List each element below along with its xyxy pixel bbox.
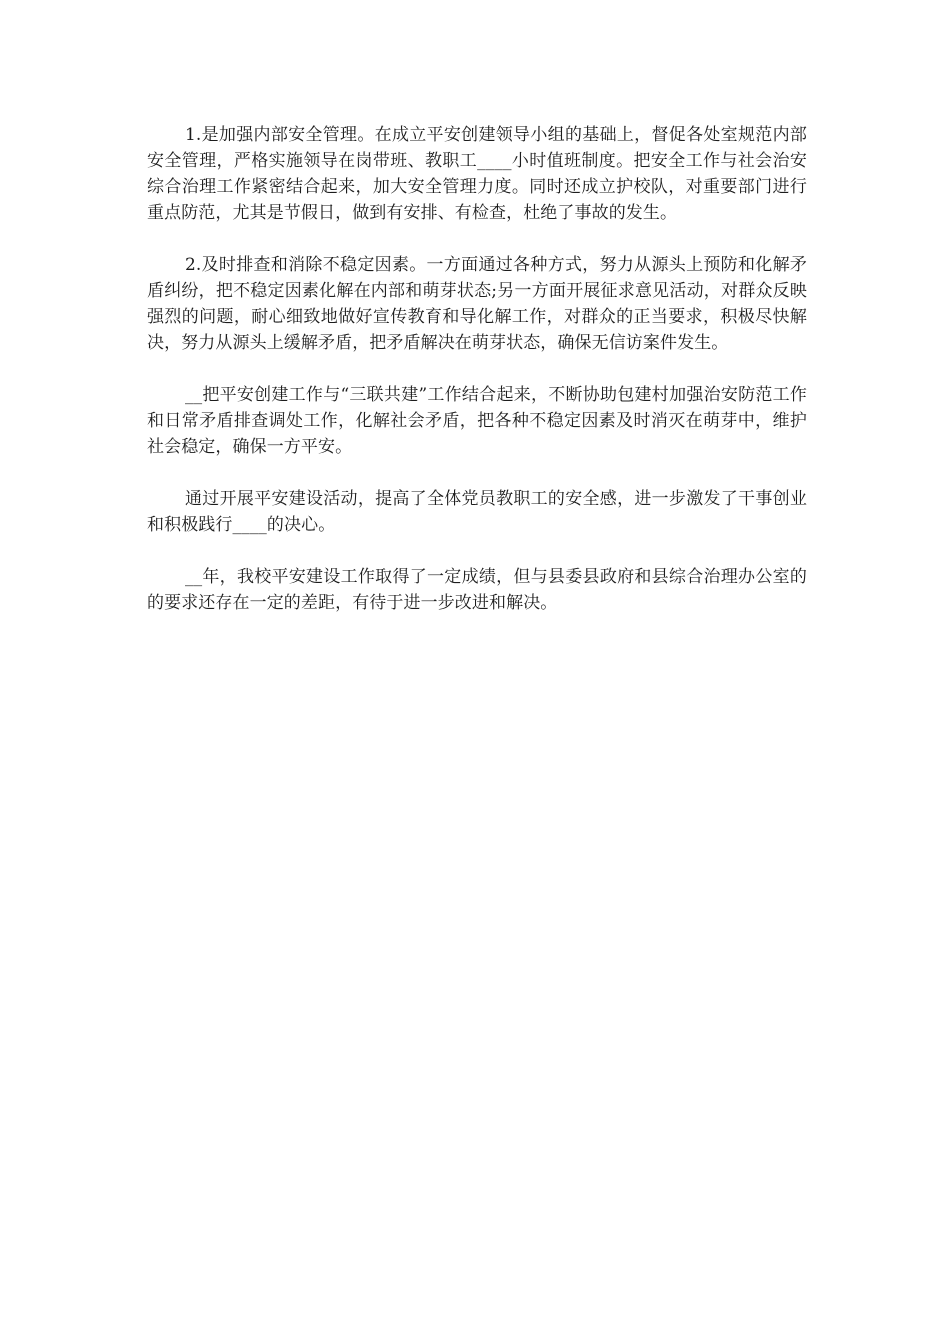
paragraph-activity-results: 通过开展平安建设活动，提高了全体党员教职工的安全感，进一步激发了干事创业和积极践行____的决心。 xyxy=(147,489,807,535)
paragraph-joint-construction: __把平安创建工作与“三联共建”工作结合起来，不断协助包建村加强治安防范工作和日常矛盾排查调处工作，化解社会矛盾，把各种不稳定因素及时消灭在萌芽中，维护社会稳定，确保一方平安。 xyxy=(147,385,807,457)
document-body xyxy=(147,122,807,616)
paragraph-safety-management: 1.是加强内部安全管理。在成立平安创建领导小组的基础上，督促各处室规范内部安全管理，严格实施领导在岗带班、教职工____小时值班制度。把安全工作与社会治安综合治理工作紧密结合起来，加大安全管理力度。同时还成立护校队，对重要部门进行重点防范，尤其是节假日，做到有安排、有检查，杜绝了事故的发生。 xyxy=(147,125,807,223)
paragraph-instability-factors: 2.及时排查和消除不稳定因素。一方面通过各种方式，努力从源头上预防和化解矛盾纠纷，把不稳定因素化解在内部和萌芽状态;另一方面开展征求意见活动，对群众反映强烈的问题，耐心细致地做好宣传教育和导化解工作，对群众的正当要求，积极尽快解决，努力从源头上缓解矛盾，把矛盾解决在萌芽状态，确保无信访案件发生。 xyxy=(147,255,807,353)
paragraph-year-summary: __年，我校平安建设工作取得了一定成绩，但与县委县政府和县综合治理办公室的的要求还存在一定的差距，有待于进一步改进和解决。 xyxy=(147,567,807,613)
